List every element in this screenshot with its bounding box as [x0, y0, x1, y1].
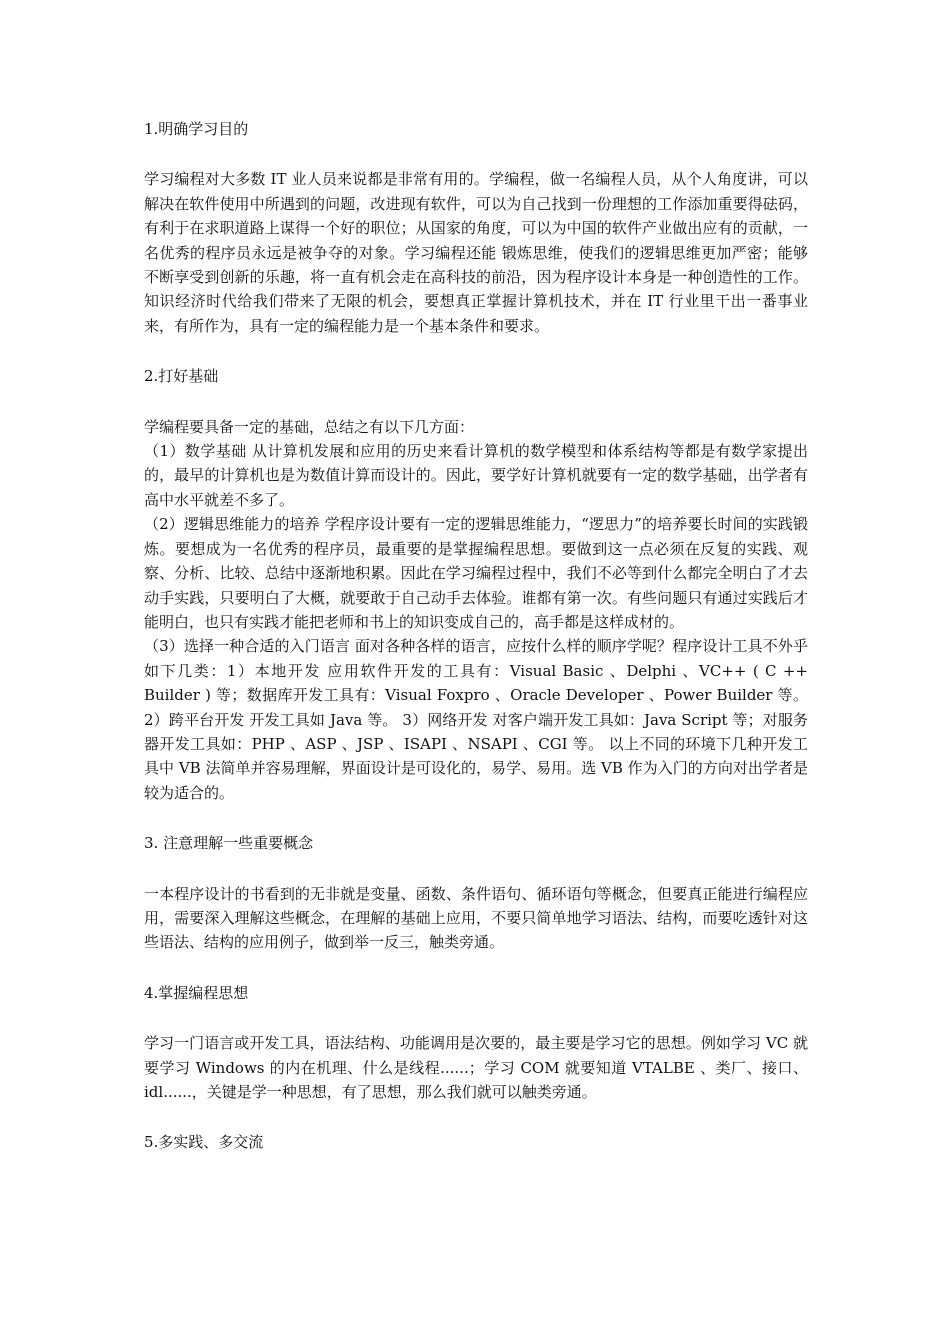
- section-intro-2: 学编程要具备一定的基础，总结之有以下几方面：: [144, 417, 475, 436]
- section-heading-4: 4.掌握编程思想: [144, 983, 249, 1002]
- list-item-entry-language: （3）选择一种合适的入门语言 面对各种各样的语言，应按什么样的顺序学呢？程序设计工具不外乎如下几类：1）本地开发 应用软件开发的工具有：Visual Basic 、Delphi 、VC++ ( C ++ Builder ) 等；数据库开发工具有：Visual Foxpro 、Oracle Developer 、Power Builder 等。2）跨平台开发 开发工具如 Java 等。 3）网络开发 对客户端开发工具如：Java Script 等；对服务器开发工具如：PHP 、ASP 、JSP 、ISAPI 、NSAPI 、CGI 等。 以上不同的环境下几种开发工具中 VB 法简单并容易理解，界面设计是可设化的，易学、易用。选 VB 作为入门的方向对出学者是较为适合的。: [144, 637, 808, 802]
- section-heading-1: 1.明确学习目的: [144, 120, 249, 138]
- section-paragraph-1: 学习编程对大多数 IT 业人员来说都是非常有用的。学编程，做一名编程人员，从个人角度讲，可以解决在软件使用中所遇到的问题，改进现有软件，可以为自己找到一份理想的工作添加重要得砝码，有利于在求职道路上谋得一个好的职位；从国家的角度，可以为中国的软件产业做出应有的贡献，一名优秀的程序员永远是被争夺的对象。学习编程还能 锻炼思维，使我们的逻辑思维更加严密；能够不断享受到创新的乐趣，将一直有机会走在高科技的前沿，因为程序设计本身是一种创造性的工作。知识经济时代给我们带来了无限的机会，要想真正掌握计算机技术，并在 IT 行业里干出一番事业来，有所作为，具有一定的编程能力是一个基本条件和要求。: [144, 170, 808, 335]
- section-heading-5: 5.多实践、多交流: [144, 1133, 264, 1152]
- section-heading-2: 2.打好基础: [144, 367, 219, 386]
- list-item-math-basics: （1）数学基础 从计算机发展和应用的历史来看计算机的数学模型和体系结构等都是有数学家提出的，最早的计算机也是为数值计算而设计的。因此，要学好计算机就要有一定的数学基础，出学者有高中水平就差不多了。: [144, 442, 808, 509]
- section-heading-3: 3. 注意理解一些重要概念: [144, 834, 314, 853]
- section-paragraph-3: 一本程序设计的书看到的无非就是变量、函数、条件语句、循环语句等概念，但要真正能进行编程应用，需要深入理解这些概念，在理解的基础上应用，不要只简单地学习语法、结构，而要吃透针对这些语法、结构的应用例子，做到举一反三，触类旁通。: [144, 884, 808, 952]
- document-body: [144, 117, 808, 1155]
- section-paragraph-4: 学习一门语言或开发工具，语法结构、功能调用是次要的，最主要是学习它的思想。例如学习 VC 就要学习 Windows 的内在机理、什么是线程......；学习 COM 就要知道 VTALBE 、类厂、接口、idl......，关键是学一种思想，有了思想，那么我们就可以触类旁通。: [144, 1034, 808, 1101]
- list-item-logic-thinking: （2）逻辑思维能力的培养 学程序设计要有一定的逻辑思维能力，“逻思力”的培养要长时间的实践锻炼。要想成为一名优秀的程序员，最重要的是掌握编程思想。要做到这一点必须在反复的实践、观察、分析、比较、总结中逐渐地积累。因此在学习编程过程中，我们不必等到什么都完全明白了才去动手实践，只要明白了大概，就要敢于自己动手去体验。谁都有第一次。有些问题只有通过实践后才能明白，也只有实践才能把老师和书上的知识变成自己的，高手都是这样成材的。: [144, 515, 808, 631]
